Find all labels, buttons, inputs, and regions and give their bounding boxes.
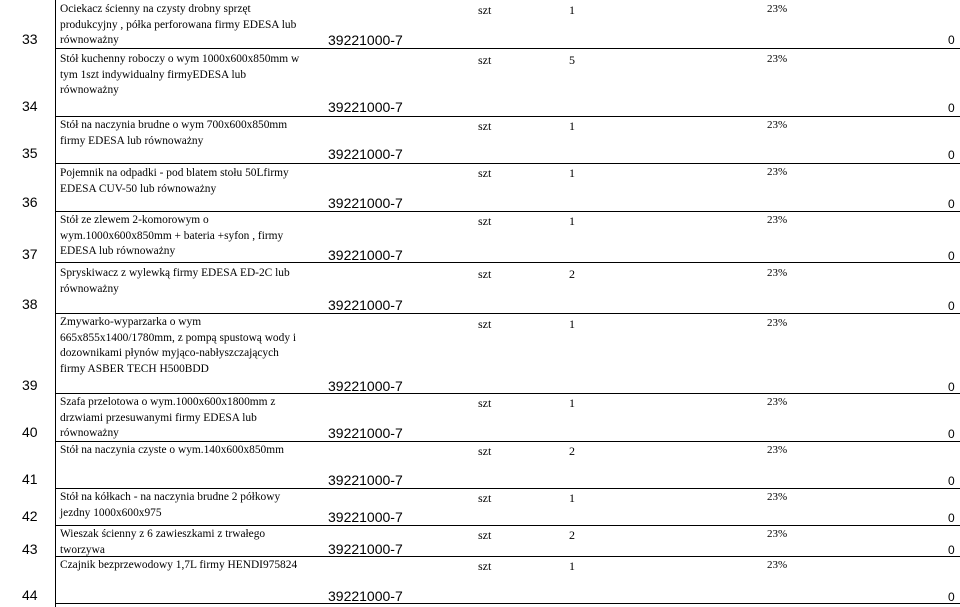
total-value: 0 (948, 33, 955, 47)
cpv-code: 39221000-7 (328, 146, 403, 162)
cpv-code: 39221000-7 (328, 472, 403, 488)
quantity-value: 1 (569, 214, 575, 228)
row-number: 35 (22, 145, 38, 161)
quantity-value: 1 (569, 317, 575, 331)
item-description: Stół kuchenny roboczy o wym 1000x600x850mm w tym 1szt indywidualny firmyEDESA lub równoważny (60, 53, 300, 96)
item-description: Stół ze zlewem 2-komorowym o wym.1000x600x850mm + bateria +syfon , firmy EDESA lub równoważny (60, 214, 284, 257)
row-number: 34 (22, 98, 38, 114)
row-divider (55, 393, 960, 394)
quantity-value: 1 (569, 491, 575, 505)
unit-label: szt (478, 317, 492, 331)
cpv-code: 39221000-7 (328, 297, 403, 313)
unit-label: szt (478, 53, 492, 67)
row-divider (55, 488, 960, 489)
item-description: Stół na naczynia brudne o wym 700x600x850mm firmy EDESA lub równoważny (60, 119, 288, 147)
row-divider (55, 163, 960, 164)
item-description: Zmywarko-wyparzarka o wym 665x855x1400/1780mm, z pompą spustową wody i dozownikami płynów myjąco-nabłyszczających firmy ASBER TECH H500BDD (60, 316, 297, 375)
quantity-value: 2 (569, 528, 575, 542)
item-description: Czajnik bezprzewodowy 1,7L firmy HENDI975824 (60, 559, 298, 571)
unit-label: szt (478, 214, 492, 228)
item-description: Stół na naczynia czyste o wym.140x600x850mm (60, 444, 284, 456)
cpv-code: 39221000-7 (328, 541, 403, 557)
item-description: Szafa przelotowa o wym.1000x600x1800mm z drzwiami przesuwanymi firmy EDESA lub równoważny (60, 396, 276, 439)
unit-label: szt (478, 444, 492, 458)
row-number: 33 (22, 31, 38, 47)
quantity-value: 2 (569, 444, 575, 458)
unit-label: szt (478, 528, 492, 542)
row-divider (55, 525, 960, 526)
total-value: 0 (948, 590, 955, 604)
vat-rate: 23% (767, 53, 788, 65)
unit-label: szt (478, 267, 492, 281)
vat-rate: 23% (767, 444, 788, 456)
row-number: 37 (22, 246, 38, 262)
row-divider (55, 116, 960, 117)
unit-label: szt (478, 396, 492, 410)
unit-label: szt (478, 119, 492, 133)
cpv-code: 39221000-7 (328, 247, 403, 263)
item-description: Ociekacz ścienny na czysty drobny sprzęt produkcyjny , półka perforowana firmy EDESA lub równoważny (60, 3, 297, 46)
cpv-code: 39221000-7 (328, 509, 403, 525)
vat-rate: 23% (767, 3, 788, 15)
item-description: Spryskiwacz z wylewką firmy EDESA ED-2C lub równoważny (60, 267, 290, 295)
row-number: 40 (22, 424, 38, 440)
total-value: 0 (948, 543, 955, 557)
row-divider (55, 313, 960, 314)
vat-rate: 23% (767, 119, 788, 131)
total-value: 0 (948, 299, 955, 313)
cpv-code: 39221000-7 (328, 195, 403, 211)
row-divider (55, 603, 960, 604)
total-value: 0 (948, 249, 955, 263)
row-number: 41 (22, 471, 38, 487)
vat-rate: 23% (767, 166, 788, 178)
unit-label: szt (478, 3, 492, 17)
row-number: 39 (22, 377, 38, 393)
unit-label: szt (478, 559, 492, 573)
cpv-code: 39221000-7 (328, 425, 403, 441)
vat-rate: 23% (767, 491, 788, 503)
total-value: 0 (948, 101, 955, 115)
vat-rate: 23% (767, 528, 788, 540)
row-number: 36 (22, 194, 38, 210)
column-divider (55, 0, 56, 607)
row-divider (55, 211, 960, 212)
total-value: 0 (948, 474, 955, 488)
item-description: Wieszak ścienny z 6 zawieszkami z trwałego tworzywa (60, 528, 266, 556)
quantity-value: 1 (569, 559, 575, 573)
quantity-value: 1 (569, 396, 575, 410)
row-divider (55, 262, 960, 263)
total-value: 0 (948, 427, 955, 441)
total-value: 0 (948, 380, 955, 394)
total-value: 0 (948, 197, 955, 211)
quantity-value: 1 (569, 166, 575, 180)
unit-label: szt (478, 166, 492, 180)
quantity-value: 1 (569, 3, 575, 17)
cpv-code: 39221000-7 (328, 378, 403, 394)
vat-rate: 23% (767, 214, 788, 226)
cpv-code: 39221000-7 (328, 588, 403, 604)
unit-label: szt (478, 491, 492, 505)
row-number: 43 (22, 541, 38, 557)
item-description: Pojemnik na odpadki - pod blatem stołu 50Lfirmy EDESA CUV-50 lub równoważny (60, 167, 289, 195)
vat-rate: 23% (767, 317, 788, 329)
vat-rate: 23% (767, 396, 788, 408)
vat-rate: 23% (767, 267, 788, 279)
quantity-value: 2 (569, 267, 575, 281)
cpv-code: 39221000-7 (328, 32, 403, 48)
row-number: 44 (22, 587, 38, 603)
quantity-value: 1 (569, 119, 575, 133)
total-value: 0 (948, 148, 955, 162)
total-value: 0 (948, 511, 955, 525)
row-number: 38 (22, 296, 38, 312)
vat-rate: 23% (767, 559, 788, 571)
quantity-value: 5 (569, 53, 575, 67)
row-number: 42 (22, 508, 38, 524)
cpv-code: 39221000-7 (328, 99, 403, 115)
item-description: Stół na kółkach - na naczynia brudne 2 półkowy jezdny 1000x600x975 (60, 491, 281, 519)
